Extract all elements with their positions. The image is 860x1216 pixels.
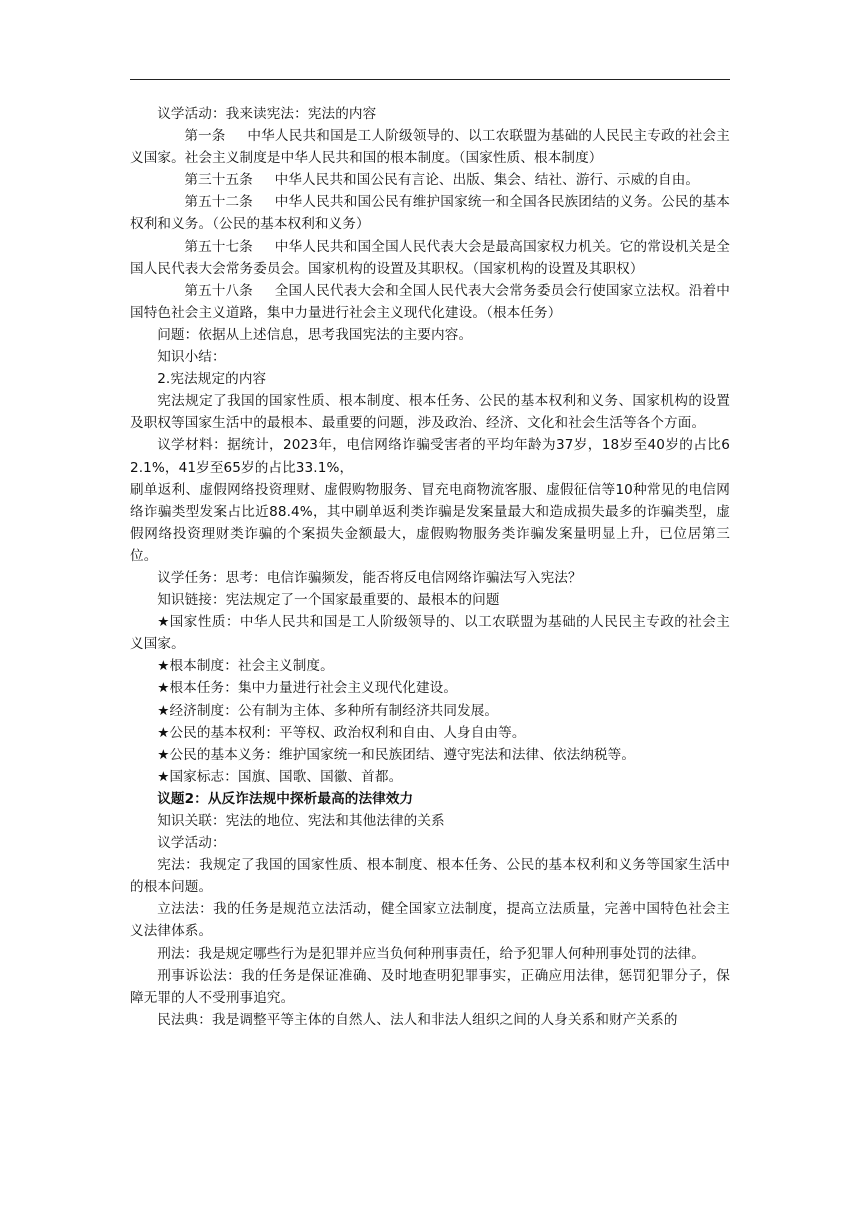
- section-heading: 2.宪法规定的内容: [157, 371, 267, 388]
- star-item: ★国家性质：中华人民共和国是工人阶级领导的、以工农联盟为基础的人民民主专政的社会主义国家。: [130, 614, 730, 653]
- article-text: 中华人民共和国是工人阶级领导的、以工农联盟为基础的人民民主专政的社会主义国家。社会主义制度是中华人民共和国的根本制度。（国家性质、根本制度）: [130, 128, 730, 167]
- article-label: 第五十七条: [184, 238, 253, 255]
- star-item: ★公民的基本义务：维护国家统一和民族团结、遵守宪法和法律、依法纳税等。: [157, 746, 636, 763]
- summary-label: 知识小结：: [157, 349, 226, 366]
- star-item: ★根本制度：社会主义制度。: [157, 658, 334, 675]
- activity-heading: 议学活动：我来读宪法：宪法的内容: [157, 106, 377, 122]
- law-paragraph-legislation: 立法法：我的任务是规范立法活动，健全国家立法制度，提高立法质量，完善中国特色社会主义法律体系。: [130, 901, 730, 940]
- article-text: 中华人民共和国公民有言论、出版、集会、结社、游行、示威的自由。: [274, 172, 700, 189]
- topic-heading: 议题2：从反诈法规中探析最高的法律效力: [157, 790, 414, 807]
- article-label: 第一条: [184, 128, 226, 145]
- star-item: ★根本任务：集中力量进行社会主义现代化建设。: [157, 680, 458, 697]
- section-paragraph: 宪法规定了我国的国家性质、根本制度、根本任务、公民的基本权利和义务、国家机构的设置及职权等国家生活中的最根本、最重要的问题，涉及政治、经济、文化和社会生活等各个方面。: [130, 393, 730, 432]
- article-text: 全国人民代表大会和全国人民代表大会常务委员会行使国家立法权。沿着中国特色社会主义道路，集中力量进行社会主义现代化建设。（根本任务）: [130, 282, 730, 321]
- material-paragraph-continued: 刷单返利、虚假网络投资理财、虚假购物服务、冒充电商物流客服、虚假征信等10种常见的电信网络诈骗类型发案占比近88.4%，其中刷单返利类诈骗是发案量最大和造成损失最多的诈骗类型，虚假网络投资理财类诈骗的个案损失金额最大，虚假购物服务类诈骗发案量明显上升，已位居第三位。: [130, 481, 730, 564]
- star-item: ★公民的基本权利：平等权、政治权利和自由、人身自由等。: [157, 724, 526, 741]
- activity-label: 议学活动：: [157, 835, 226, 852]
- article-58: [130, 280, 730, 324]
- knowledge-relation: 知识关联：宪法的地位、宪法和其他法律的关系: [157, 813, 445, 829]
- article-label: 第五十八条: [184, 282, 253, 299]
- article-label: 第五十二条: [184, 194, 253, 211]
- article-57: [130, 236, 730, 280]
- article-text: 中华人民共和国全国人民代表大会是最高国家权力机关。它的常设机关是全国人民代表大会常务委员会。国家机构的设置及其职权。（国家机构的设置及其职权）: [130, 238, 730, 277]
- article-35: [130, 169, 730, 191]
- article-text: 中华人民共和国公民有维护国家统一和全国各民族团结的义务。公民的基本权利和义务。（公民的基本权利和义务）: [130, 194, 730, 233]
- law-paragraph-constitution: 宪法：我规定了我国的国家性质、根本制度、根本任务、公民的基本权利和义务等国家生活中的根本问题。: [130, 857, 730, 896]
- article-label: 第三十五条: [184, 172, 253, 189]
- question: 问题：依据从上述信息，思考我国宪法的主要内容。: [157, 326, 473, 343]
- law-paragraph-criminal: 刑法：我是规定哪些行为是犯罪并应当负何种刑事责任，给予犯罪人何种刑事处罚的法律。: [157, 945, 705, 962]
- knowledge-link: 知识链接：宪法规定了一个国家最重要的、最根本的问题: [157, 592, 500, 609]
- law-paragraph-civil: 民法典：我是调整平等主体的自然人、法人和非法人组织之间的人身关系和财产关系的: [157, 1011, 678, 1028]
- article-52: [130, 191, 730, 235]
- document-body: [130, 103, 730, 1031]
- star-item: ★国家标志：国旗、国歌、国徽、首都。: [157, 768, 403, 785]
- task: 议学任务：思考：电信诈骗频发，能否将反电信网络诈骗法写入宪法？: [157, 569, 582, 586]
- star-item: ★经济制度：公有制为主体、多种所有制经济共同发展。: [157, 702, 499, 719]
- law-paragraph-procedure: 刑事诉讼法：我的任务是保证准确、及时地查明犯罪事实，正确应用法律，惩罚犯罪分子，保障无罪的人不受刑事追究。: [130, 967, 730, 1006]
- material-paragraph: 议学材料：据统计，2023年，电信网络诈骗受害者的平均年龄为37岁，18岁至40岁的占比62.1%，41岁至65岁的占比33.1%，: [130, 437, 730, 476]
- header-rule: [130, 79, 730, 80]
- article-1: [130, 125, 730, 169]
